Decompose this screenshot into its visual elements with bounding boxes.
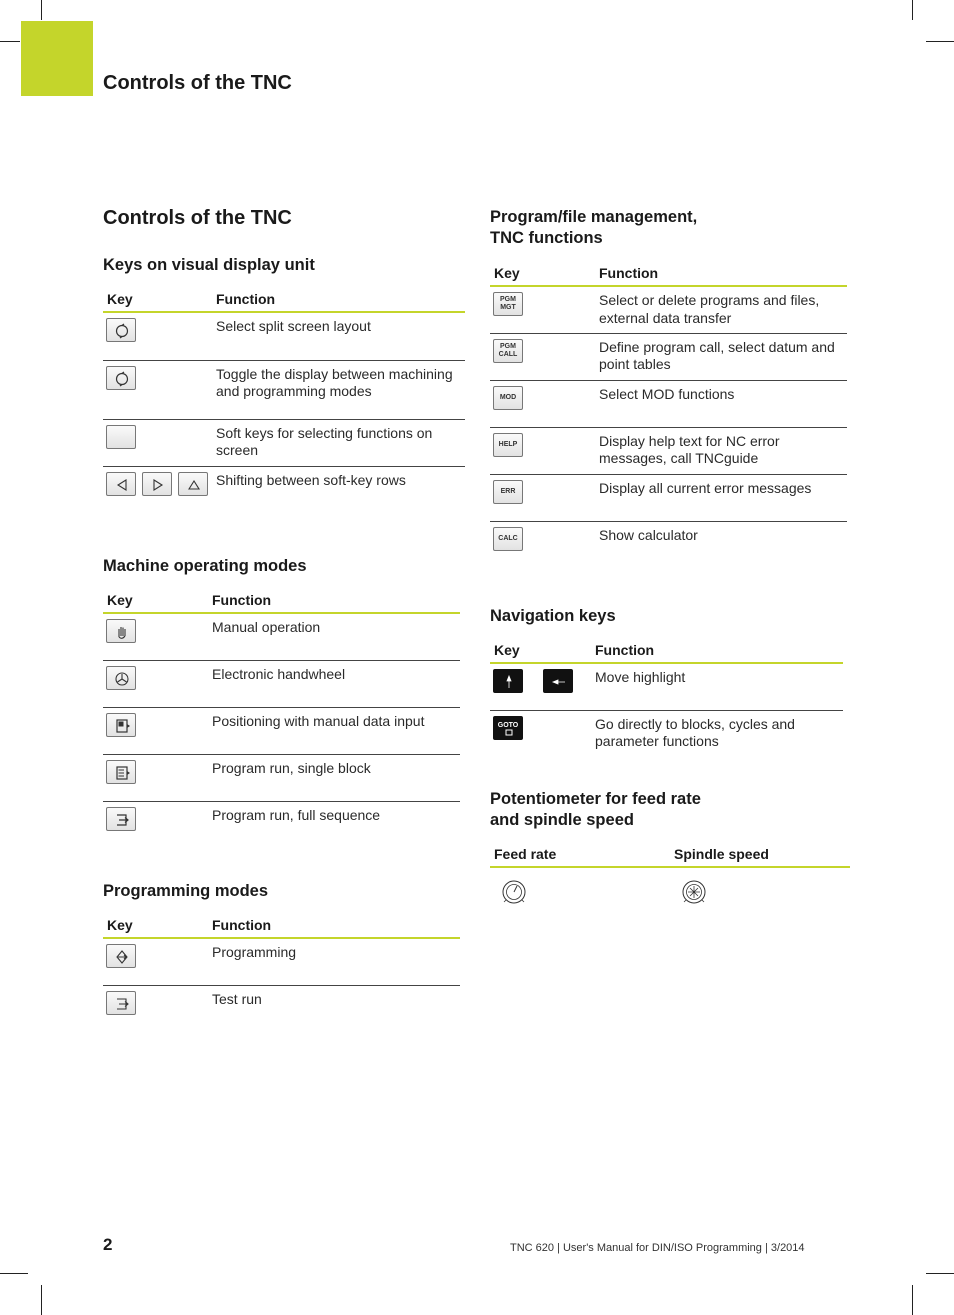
function-text: Soft keys for selecting functions on screen [212, 419, 465, 466]
arrow-left-icon[interactable] [106, 472, 136, 496]
spindle-speed-potentiometer-icon[interactable] [673, 872, 723, 914]
function-text: Program run, full sequence [212, 806, 381, 823]
page-header-title: Controls of the TNC [103, 72, 292, 94]
page-number: 2 [103, 1235, 113, 1254]
machine-modes-table [103, 587, 460, 848]
function-text: Go directly to blocks, cycles and parameter functions [595, 715, 795, 749]
function-text: Select MOD functions [595, 380, 847, 427]
crop-mark [41, 0, 42, 20]
crop-mark [926, 41, 954, 42]
program-management-table [490, 260, 847, 568]
full-sequence-icon[interactable] [106, 807, 136, 831]
function-text: Move highlight [591, 663, 843, 710]
visual-display-title: Keys on visual display unit [103, 256, 315, 274]
split-screen-icon[interactable] [106, 318, 136, 342]
section-title: Controls of the TNC [103, 207, 292, 229]
table-row [490, 333, 847, 380]
crop-mark [41, 1285, 42, 1315]
programming-modes-table [103, 912, 460, 1032]
potentiometer-title: Potentiometer for feed rate and spindle speed [490, 790, 701, 829]
function-text: Programming [208, 938, 460, 985]
mdi-icon[interactable] [106, 713, 136, 737]
crop-mark [912, 0, 913, 20]
table-row [103, 660, 460, 707]
function-text: Display all current error messages [595, 474, 847, 521]
table-row [490, 427, 847, 474]
machine-modes-title: Machine operating modes [103, 557, 307, 575]
column-header-spindle-speed: Spindle speed [670, 841, 850, 867]
column-header-key: Key [490, 637, 591, 663]
navigation-title: Navigation keys [490, 607, 616, 625]
potentiometer-table [490, 841, 850, 914]
table-row [490, 867, 850, 914]
column-header-key: Key [490, 260, 595, 286]
footer-text: TNC 620 | User's Manual for DIN/ISO Programming | 3/2014 [510, 1242, 805, 1254]
column-header-function: Function [591, 637, 843, 663]
navigation-table [490, 637, 843, 757]
table-row [103, 466, 465, 512]
handwheel-icon[interactable] [106, 666, 136, 690]
column-header-function: Function [595, 260, 847, 286]
pgm-call-key[interactable]: PGM CALL [493, 339, 523, 363]
table-row [103, 985, 460, 1032]
table-row [490, 474, 847, 521]
chapter-color-block [21, 21, 93, 96]
arrow-right-icon[interactable] [142, 472, 172, 496]
help-key[interactable]: HELP [493, 433, 523, 457]
table-row [103, 707, 460, 754]
table-row [103, 613, 460, 660]
function-text: Electronic handwheel [208, 660, 460, 707]
goto-key[interactable]: GOTO [493, 716, 523, 740]
column-header-function: Function [208, 912, 460, 938]
column-header-feed-rate: Feed rate [490, 841, 670, 867]
function-text: Positioning with manual data input [208, 707, 460, 754]
programming-icon[interactable] [106, 944, 136, 968]
table-row [103, 938, 460, 985]
table-row [103, 312, 465, 360]
right-column [490, 205, 852, 914]
left-column [103, 205, 465, 1032]
crop-mark [912, 1285, 913, 1315]
program-management-title: Program/file management, TNC functions [490, 208, 698, 247]
function-text: Select split screen layout [212, 312, 465, 360]
column-header-function: Function [212, 286, 465, 312]
arrow-up-icon[interactable] [178, 472, 208, 496]
column-header-key: Key [103, 286, 212, 312]
test-run-icon[interactable] [106, 991, 136, 1015]
toggle-display-icon[interactable] [106, 366, 136, 390]
err-key[interactable]: ERR [493, 480, 523, 504]
manual-operation-icon[interactable] [106, 619, 136, 643]
table-row [103, 360, 465, 419]
calc-key[interactable]: CALC [493, 527, 523, 551]
function-text: Show calculator [599, 526, 698, 543]
column-header-key: Key [103, 587, 208, 613]
function-text: Display help text for NC error messages, call TNCguide [595, 427, 847, 474]
table-row [103, 419, 465, 466]
function-text: Program run, single block [208, 754, 460, 801]
table-row [490, 380, 847, 427]
soft-key-icon[interactable] [106, 425, 136, 449]
function-text: Select or delete programs and files, external data transfer [595, 286, 847, 333]
function-text: Test run [212, 990, 262, 1007]
table-row [490, 663, 843, 710]
table-row [490, 286, 847, 333]
table-row [490, 521, 847, 568]
feed-rate-potentiometer-icon[interactable] [493, 872, 543, 914]
function-text: Manual operation [208, 613, 460, 660]
crop-mark [926, 1273, 954, 1274]
table-row [490, 710, 843, 757]
function-text: Define program call, select datum and point tables [595, 333, 847, 380]
pgm-mgt-key[interactable]: PGM MGT [493, 292, 523, 316]
crop-mark [0, 41, 20, 42]
column-header-function: Function [208, 587, 460, 613]
function-text: Shifting between soft-key rows [216, 471, 406, 488]
programming-modes-title: Programming modes [103, 882, 269, 900]
single-block-icon[interactable] [106, 760, 136, 784]
table-row [103, 754, 460, 801]
crop-mark [0, 1273, 28, 1274]
function-text: Toggle the display between machining and programming modes [212, 360, 465, 419]
arrow-left-key-icon[interactable] [543, 669, 573, 693]
arrow-up-key-icon[interactable] [493, 669, 523, 693]
column-header-key: Key [103, 912, 208, 938]
mod-key[interactable]: MOD [493, 386, 523, 410]
table-row [103, 801, 460, 848]
visual-display-table [103, 286, 465, 512]
